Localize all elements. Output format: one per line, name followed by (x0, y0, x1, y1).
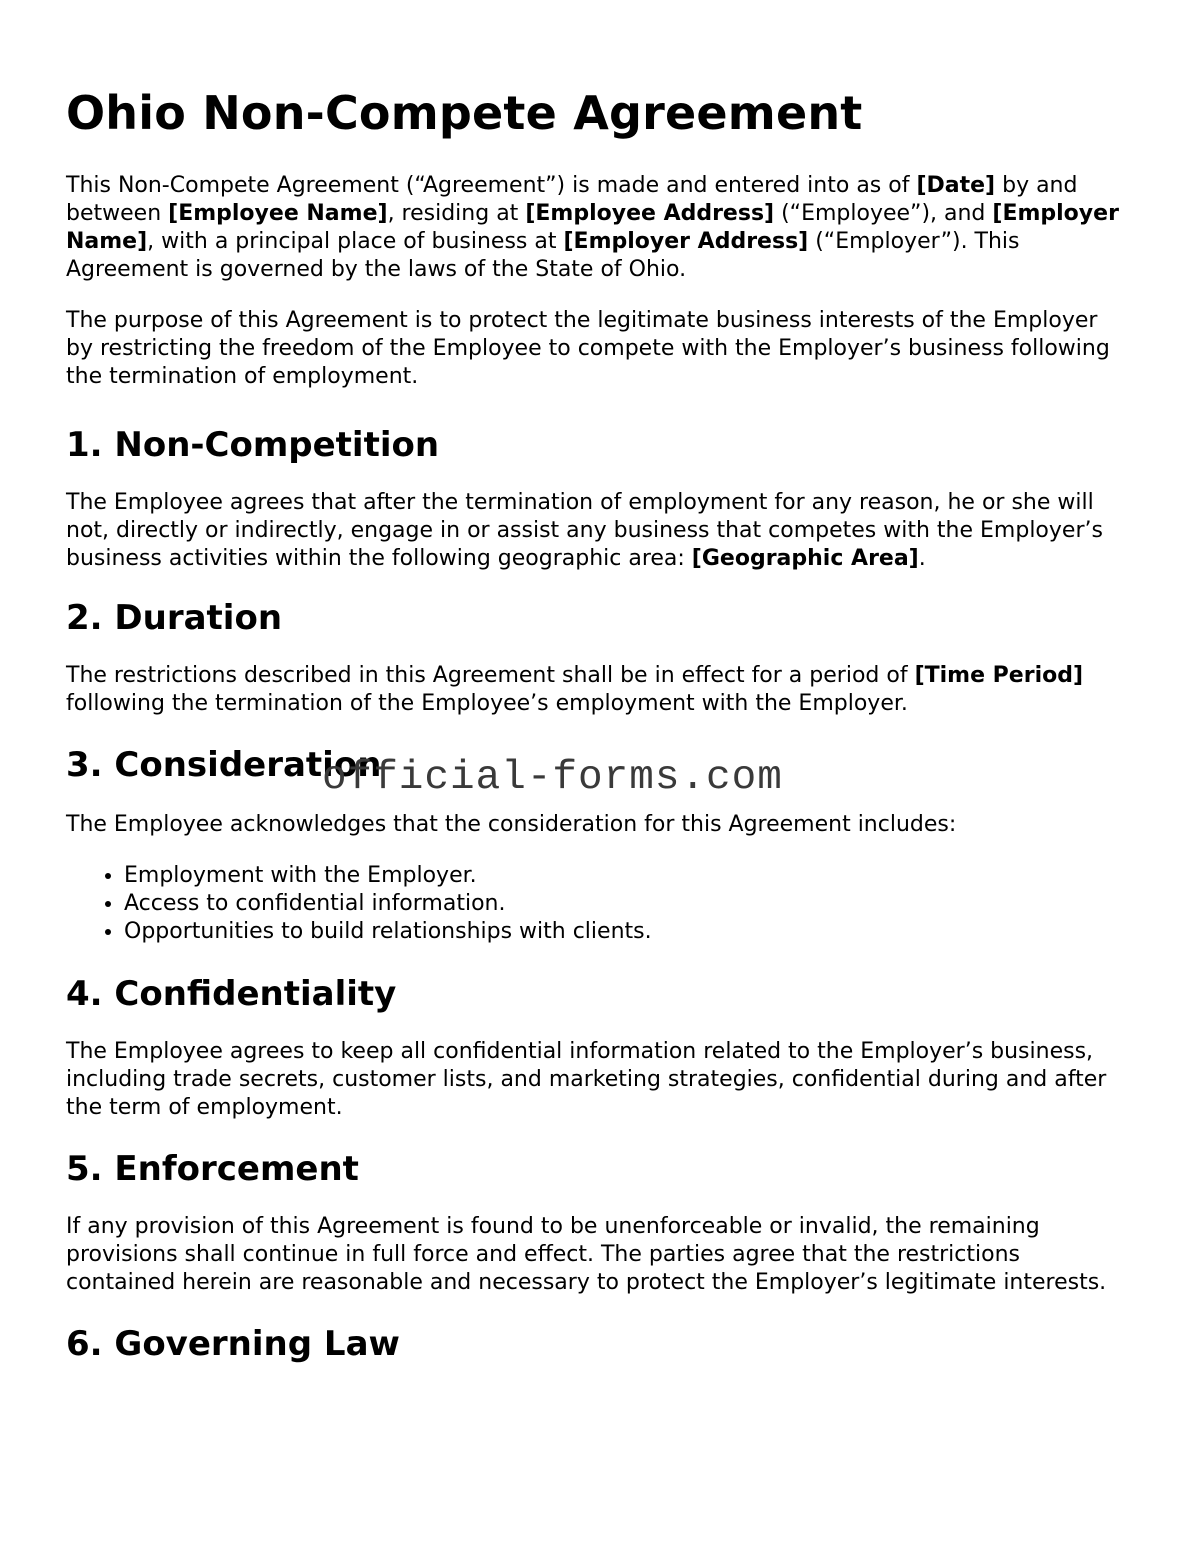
section-heading-consideration: 3. Consideration (66, 745, 382, 785)
document-page (66, 0, 1126, 1364)
document-title: Ohio Non-Compete Agreement (66, 86, 863, 140)
list-item: • Employment with the Employer. (124, 862, 1126, 890)
section-text-enforcement: If any provision of this Agreement is found to be unenforceable or invalid, the remaining provisions shall continue in full force and effect. The parties agree that the restrictions contained herein are reasonable and necessary to protect the Employer’s legitimate interests. (66, 1214, 1107, 1295)
section-heading-duration: 2. Duration (66, 598, 283, 638)
consideration-list (66, 862, 1126, 946)
list-item: • Access to confidential information. (124, 890, 1126, 918)
intro-text: (“Employee”), and (774, 201, 993, 226)
section-heading-non-competition: 1. Non-Competition (66, 425, 440, 465)
intro-text: , with a principal place of business at (147, 229, 564, 254)
geographic-area-placeholder: [Geographic Area] (691, 546, 919, 571)
section-heading-confidentiality: 4. Confidentiality (66, 974, 397, 1014)
section-text: The Employee agrees that after the termination of employment for any reason, he or she will not, directly or indirectly, engage in or assist any business that competes with the Employer’s business activities within the following geographic area: (66, 490, 1103, 571)
intro-text: by and between (66, 173, 1078, 226)
intro-text: , residing at (387, 201, 526, 226)
section-text-consideration: The Employee acknowledges that the consideration for this Agreement includes: (66, 812, 957, 837)
section-text: . (918, 546, 926, 571)
employer-name-placeholder: [Employer Name] (66, 201, 1119, 254)
intro-text: This Non-Compete Agreement (“Agreement”) is made and entered into as of (66, 173, 917, 198)
time-period-placeholder: [Time Period] (914, 663, 1084, 688)
section-heading-governing-law: 6. Governing Law (66, 1324, 400, 1364)
date-placeholder: [Date] (916, 173, 996, 198)
intro-text: (“Employer”). This Agreement is governed by the laws of the State of Ohio. (66, 229, 1020, 282)
section-text: following the termination of the Employee’s employment with the Employer. (66, 691, 908, 716)
section-heading-enforcement: 5. Enforcement (66, 1149, 359, 1189)
intro-paragraph (66, 172, 1126, 284)
watermark: official-forms.com (322, 755, 783, 801)
section-text-duration (66, 662, 1126, 718)
purpose-paragraph: The purpose of this Agreement is to protect the legitimate business interests of the Employer by restricting the freedom of the Employee to compete with the Employer’s business following the termination of employment. (66, 308, 1110, 389)
list-item: • Opportunities to build relationships with clients. (124, 918, 1126, 946)
employee-address-placeholder: [Employee Address] (525, 201, 775, 226)
section-text: The restrictions described in this Agreement shall be in effect for a period of (66, 663, 915, 688)
employer-address-placeholder: [Employer Address] (563, 229, 809, 254)
employee-name-placeholder: [Employee Name] (168, 201, 388, 226)
section-text-non-competition (66, 489, 1126, 573)
section-text-confidentiality: The Employee agrees to keep all confidential information related to the Employer’s business, including trade secrets, customer lists, and marketing strategies, confidential during and after the term of employment. (66, 1039, 1107, 1120)
